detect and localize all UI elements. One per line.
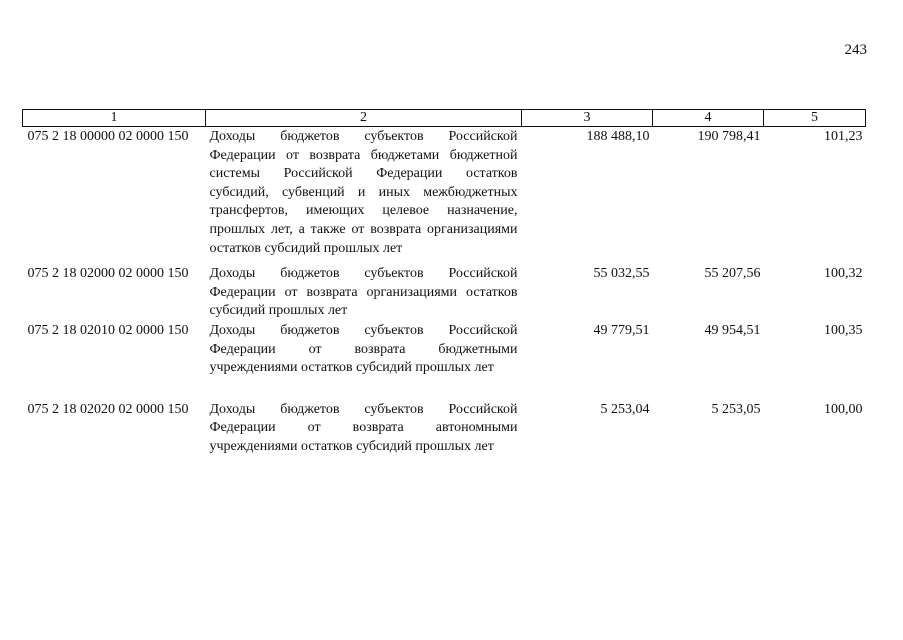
table-body <box>23 127 866 457</box>
row-col3: 55 032,55 <box>593 266 650 282</box>
row-col3: 188 488,10 <box>586 129 650 144</box>
table-row <box>23 400 866 457</box>
row-code: 075 2 18 00000 02 0000 150 <box>27 129 189 144</box>
table-row <box>23 321 866 400</box>
row-col3: 5 253,04 <box>600 401 650 417</box>
row-col5: 100,32 <box>824 266 863 282</box>
row-code: 075 2 18 02010 02 0000 150 <box>27 322 189 338</box>
row-description: Доходы бюджетов субъектов Российской Федерации от возврата бюджетами бюджетной системы Российской Федерации остатков субсидий, субвенций и иных межбюджетных трансфертов, имеющих целевое назначение, прошлых лет, а также от возврата организациями остатков субсидий прошлых лет <box>209 129 518 256</box>
row-col4: 49 954,51 <box>704 322 761 338</box>
header-col-1: 1 <box>23 110 206 127</box>
row-description: Доходы бюджетов субъектов Российской Федерации от возврата организациями остатков субсидий прошлых лет <box>209 266 518 319</box>
row-col4: 55 207,56 <box>704 266 761 282</box>
row-code: 075 2 18 02000 02 0000 150 <box>27 266 189 282</box>
header-row <box>23 110 866 127</box>
page-number: 243 <box>844 42 867 58</box>
header-col-5: 5 <box>764 110 866 127</box>
row-col5: 100,00 <box>824 401 863 417</box>
table-header <box>23 110 866 127</box>
row-description: Доходы бюджетов субъектов Российской Федерации от возврата автономными учреждениями остатков субсидий прошлых лет <box>209 401 518 454</box>
budget-table <box>22 109 866 457</box>
header-col-2: 2 <box>206 110 522 127</box>
row-description: Доходы бюджетов субъектов Российской Федерации от возврата бюджетными учреждениями остатков субсидий прошлых лет <box>209 322 518 376</box>
table-row <box>23 264 866 321</box>
header-col-3: 3 <box>522 110 653 127</box>
table-row <box>23 127 866 265</box>
row-code: 075 2 18 02020 02 0000 150 <box>27 401 189 417</box>
row-col4: 190 798,41 <box>697 129 761 144</box>
row-col4: 5 253,05 <box>711 401 761 417</box>
row-col5: 101,23 <box>824 129 863 144</box>
row-col3: 49 779,51 <box>593 322 650 338</box>
row-col5: 100,35 <box>824 322 863 338</box>
header-col-4: 4 <box>653 110 764 127</box>
